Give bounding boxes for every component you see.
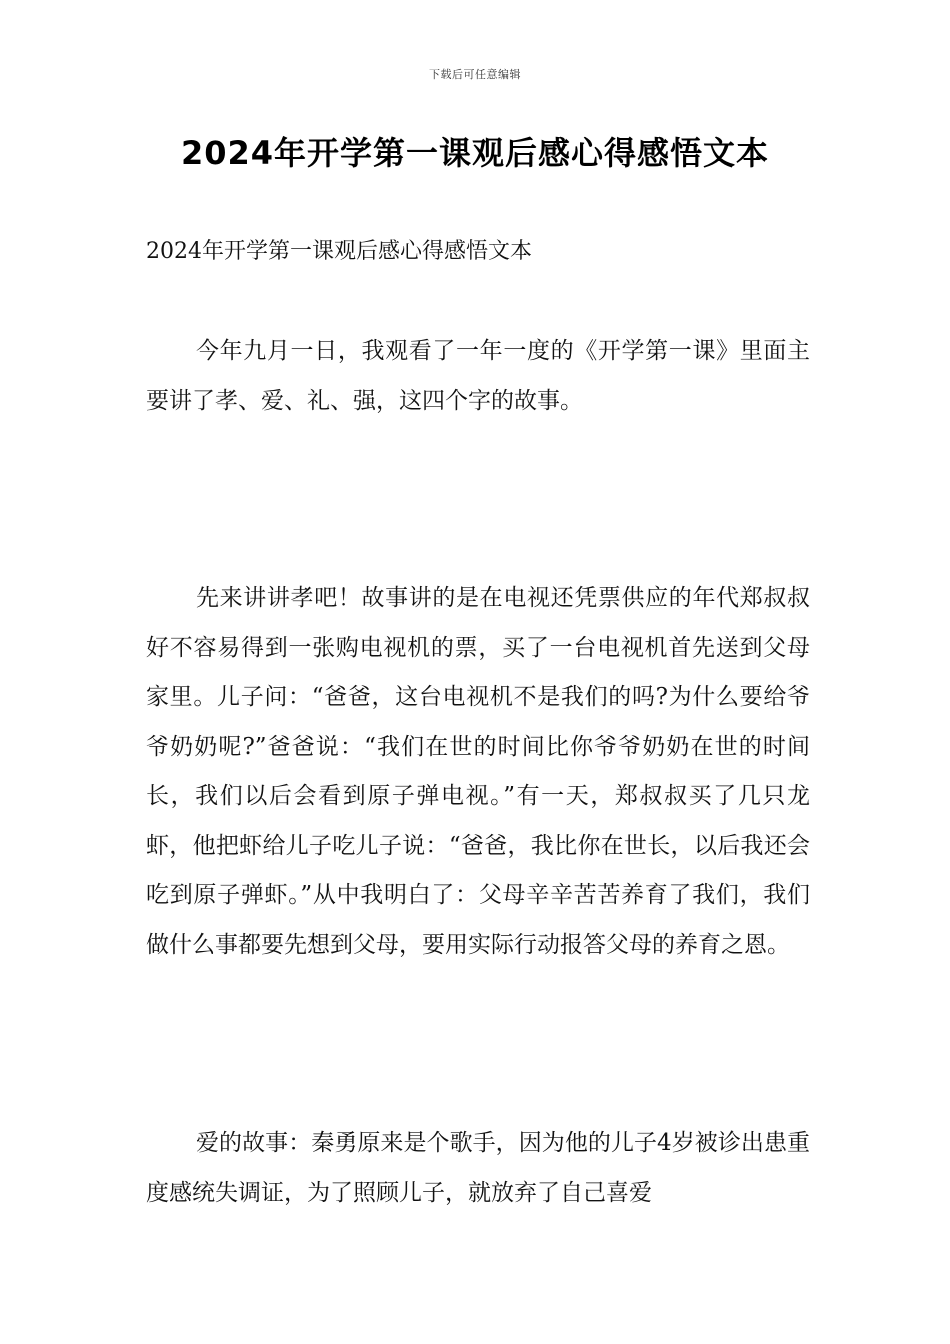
paragraph-filial-piety: 先来讲讲孝吧！故事讲的是在电视还凭票供应的年代郑叔叔好不容易得到一张购电视机的票，买了一台电视机首先送到父母家里。儿子问：“爸爸，这台电视机不是我们的吗?为什么要给爷爷奶奶呢?”爸爸说：“我们在世的时间比你爷爷奶奶在世的时间长，我们以后会看到原子弹电视。”有一天，郑叔叔买了几只龙虾，他把虾给儿子吃儿子说：“爸爸，我比你在世长，以后我还会吃到原子弹虾。”从中我明白了：父母辛辛苦苦养育了我们，我们做什么事都要先想到父母，要用实际行动报答父母的养育之恩。 — [146, 585, 810, 958]
paragraph-intro: 今年九月一日，我观看了一年一度的《开学第一课》里面主要讲了孝、爱、礼、强，这四个字的故事。 — [146, 338, 810, 414]
document-title: 2024年开学第一课观后感心得感悟文本 — [180, 134, 770, 172]
document-subtitle: 2024年开学第一课观后感心得感悟文本 — [146, 239, 532, 264]
page-header-note: 下载后可任意编辑 — [429, 68, 521, 81]
paragraph-love-story: 爱的故事：秦勇原来是个歌手，因为他的儿子4岁被诊出患重度感统失调证，为了照顾儿子，就放弃了自己喜爱 — [146, 1130, 810, 1206]
